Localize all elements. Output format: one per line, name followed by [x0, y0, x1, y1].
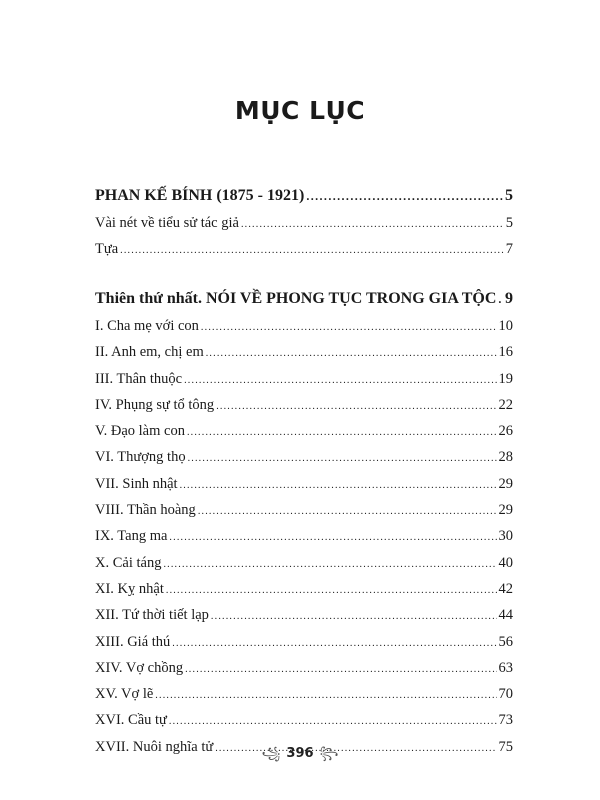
toc-entry-label: VII. Sinh nhật — [95, 475, 178, 492]
toc-entry-page: 9 — [505, 290, 513, 307]
toc-entry[interactable] — [95, 444, 513, 470]
toc-entry-page: 63 — [498, 659, 513, 676]
toc-entry-page: 42 — [498, 580, 513, 597]
dot-leader — [169, 525, 496, 551]
toc-entry-label: XVI. Cầu tự — [95, 712, 167, 729]
toc-entry-label: V. Đạo làm con — [95, 423, 185, 440]
toc-entry-label: X. Cải táng — [95, 554, 162, 571]
toc-entry-page: 5 — [505, 187, 513, 204]
toc-entry[interactable] — [95, 339, 513, 365]
toc-entry-page: 29 — [498, 502, 513, 519]
dot-leader — [166, 578, 497, 604]
toc-entry[interactable] — [95, 313, 513, 339]
toc-entry-label: IV. Phụng sự tổ tông — [95, 396, 215, 413]
toc-entry-label: VIII. Thần hoàng — [95, 502, 196, 519]
toc-entry-label: XI. Kỵ nhật — [95, 580, 164, 597]
dot-leader — [185, 657, 496, 683]
dot-leader — [188, 446, 497, 472]
toc-entry-page: 10 — [498, 318, 513, 334]
toc-entry-label: XII. Tứ thời tiết lạp — [95, 607, 209, 624]
toc-entry[interactable] — [95, 471, 513, 497]
toc-entry-label: IX. Tang ma — [95, 528, 168, 545]
dot-leader — [180, 473, 497, 499]
dot-leader — [172, 631, 496, 657]
toc-entry-label: PHAN KẾ BÍNH (1875 - 1921) — [95, 187, 305, 204]
toc-entry[interactable] — [95, 523, 513, 549]
toc-heading[interactable] — [95, 182, 513, 210]
toc-entry-page: 5 — [505, 215, 513, 231]
dot-leader — [184, 368, 496, 394]
toc-entry-page: 56 — [498, 633, 513, 650]
toc-section-author — [95, 182, 513, 263]
toc-entry-page: 28 — [498, 449, 513, 466]
ornament-left-icon: ꧁ — [261, 746, 281, 760]
toc-entry-page: 26 — [498, 423, 513, 440]
toc-entry-page: 16 — [498, 344, 513, 361]
toc-heading[interactable] — [95, 285, 513, 313]
toc-entry-page: 40 — [498, 554, 513, 571]
dot-leader — [120, 238, 504, 264]
page-title: MỤC LỤC — [234, 96, 366, 125]
page-footer — [0, 744, 600, 768]
toc-entry-label: Tựa — [95, 241, 119, 258]
toc-entry-label: XIII. Giá thú — [95, 633, 171, 650]
toc-entry[interactable] — [95, 602, 513, 628]
toc-entry-label: XVII. Nuôi nghĩa tử — [95, 738, 214, 755]
toc-entry[interactable] — [95, 418, 513, 444]
toc-section-part-one — [95, 285, 513, 760]
toc-entry-label: I. Cha mẹ với con — [95, 318, 199, 334]
toc-entry-page: 73 — [498, 712, 513, 729]
toc-entry-label: II. Anh em, chị em — [95, 344, 204, 361]
toc-entry[interactable] — [95, 210, 513, 236]
dot-leader — [211, 604, 497, 630]
toc-entry[interactable] — [95, 629, 513, 655]
toc-entry-label: XV. Vợ lẽ — [95, 686, 154, 703]
dot-leader — [216, 394, 496, 420]
toc-entry[interactable] — [95, 655, 513, 681]
dot-leader — [155, 683, 496, 709]
toc-entry-page: 70 — [498, 686, 513, 703]
dot-leader — [198, 499, 497, 525]
toc-entry[interactable] — [95, 392, 513, 418]
dot-leader — [169, 709, 497, 735]
toc-entry[interactable] — [95, 576, 513, 602]
toc-entry[interactable] — [95, 707, 513, 733]
toc-entry-page: 7 — [505, 241, 513, 258]
toc-entry-page: 29 — [498, 475, 513, 492]
dot-leader — [206, 341, 497, 367]
toc-entry-label: Vài nét về tiểu sử tác giả — [95, 215, 239, 231]
toc-entry-label: VI. Thượng thọ — [95, 449, 186, 466]
dot-leader — [163, 552, 496, 578]
toc-entry-page: 19 — [498, 370, 513, 387]
toc-entry[interactable] — [95, 366, 513, 392]
dot-leader — [498, 285, 503, 313]
page-number: 396 — [286, 746, 314, 761]
toc-entry-page: 22 — [498, 396, 513, 413]
dot-leader — [187, 420, 497, 446]
toc-entry-page: 75 — [498, 738, 513, 755]
toc-entry[interactable] — [95, 681, 513, 707]
dot-leader — [306, 182, 503, 210]
toc-entry[interactable] — [95, 236, 513, 262]
toc-entry[interactable] — [95, 550, 513, 576]
dot-leader — [201, 315, 497, 341]
toc-entry-label: III. Thân thuộc — [95, 370, 183, 387]
toc-entry-label: Thiên thứ nhất. NÓI VỀ PHONG TỤC TRONG GIA TỘC — [95, 290, 497, 307]
dot-leader — [241, 212, 504, 238]
toc-entry-label: XIV. Vợ chồng — [95, 659, 184, 676]
toc-entry[interactable] — [95, 497, 513, 523]
ornament-right-icon: ꧂ — [319, 746, 339, 760]
toc-entry-page: 30 — [498, 528, 513, 545]
toc-entry-page: 44 — [498, 607, 513, 624]
